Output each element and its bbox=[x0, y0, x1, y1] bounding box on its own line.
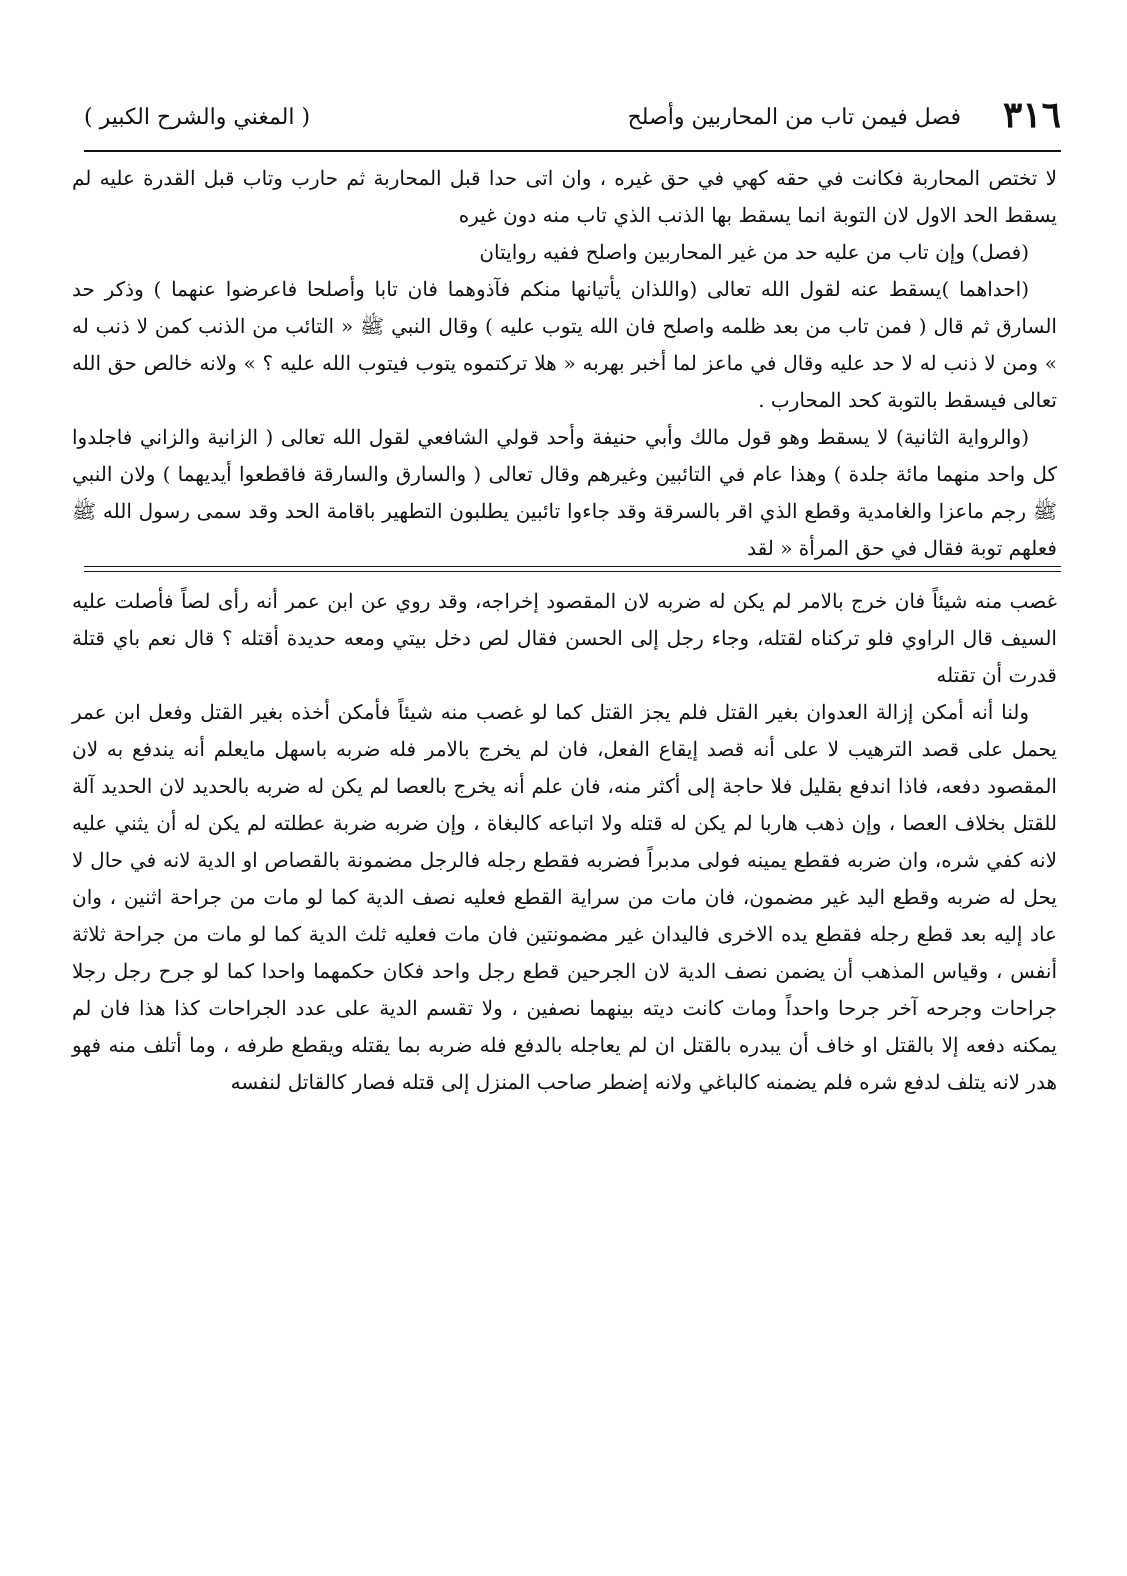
commentary-section bbox=[72, 583, 1057, 1101]
main-text-paragraph: لا تختص المحاربة فكانت في حقه كهي في حق غيره ، وان اتى حدا قبل المحاربة ثم حارب وتاب قبل القدرة عليه لم يسقط الحد الاول لان التوبة انما يسقط بها الذنب الذي تاب منه دون غيره bbox=[72, 166, 1057, 227]
commentary-paragraph: غصب منه شيئاً فان خرج بالامر لم يكن له ضربه لان المقصود إخراجه، وقد روي عن ابن عمر أنه رأى لصاً فأصلت عليه السيف قال الراوي فلو تركناه لقتله، وجاء رجل إلى الحسن فقال لص دخل بيتي ومعه حديدة أقتله ؟ قال نعم باي قتلة قدرت أن تقتله bbox=[72, 589, 1057, 687]
header-rule bbox=[84, 150, 1061, 152]
page-header bbox=[84, 95, 1061, 145]
main-text-paragraph: (احداهما )يسقط عنه لقول الله تعالى (واللذان يأتيانها منكم فآذوهما فان تابا وأصلحا فاعرضوا عنهما ) وذكر حد السارق ثم قال ( فمن تاب من بعد ظلمه واصلح فان الله يتوب عليه ) وقال النبي ﷺ « التائب من الذنب كمن لا ذنب له » ومن لا ذنب له لا حد عليه وقال في ماعز لما أخبر بهربه « هلا تركتموه يتوب فيتوب الله عليه ؟ » ولانه خالص حق الله تعالى فيسقط بالتوبة كحد المحارب . bbox=[72, 277, 1057, 412]
main-text-paragraph: (والرواية الثانية) لا يسقط وهو قول مالك وأبي حنيفة وأحد قولي الشافعي لقول الله تعالى ( الزانية والزاني فاجلدوا كل واحد منهما مائة جلدة ) وهذا عام في التائبين وغيرهم وقال تعالى ( والسارق والسارقة فاقطعوا أيديهما ) ولان النبي ﷺ رجم ماعزا والغامدية وقطع الذي اقر بالسرقة وقد جاءوا تائبين يطلبون التطهير باقامة الحد وقد سمى رسول الله ﷺ فعلهم توبة فقال في حق المرأة « لقد bbox=[72, 425, 1057, 560]
main-text-section bbox=[72, 160, 1057, 567]
page-number: ٣١٦ bbox=[1002, 94, 1061, 136]
commentary-paragraph: ولنا أنه أمكن إزالة العدوان بغير القتل فلم يجز القتل كما لو غصب منه شيئاً فأمكن أخذه بغير القتل وفعل ابن عمر يحمل على قصد الترهيب لا على أنه قصد إيقاع الفعل، فان لم يخرج بالامر فله ضربه باسهل مايعلم أنه يندفع به لان المقصود دفعه، فاذا اندفع بقليل فلا حاجة إلى أكثر منه، فان علم أنه يخرج بالعصا لم يكن له ضربه بالحديد لان الحديد آلة للقتل بخلاف العصا ، وإن ذهب هاربا لم يكن له قتله ولا اتباعه كالبغاة ، وإن ضربه ضربة عطلته لم يكن له أن يثني عليه لانه كفي شره، وان ضربه فقطع يمينه فولى مدبراً فضربه فقطع رجله فالرجل مضمونة بالقصاص او الدية لانه في حال لا يحل له ضربه وقطع اليد غير مضمون، فان مات من سراية القطع فعليه نصف الدية كما لو مات من جراحة اثنين ، وان عاد إليه بعد قطع رجله فقطع يده الاخرى فاليدان غير مضمونتين فان مات فعليه ثلث الدية كما لو مات من جراحة ثلاثة أنفس ، وقياس المذهب أن يضمن نصف الدية لان الجرحين قطع رجل واحد فكان حكمهما واحدا كما لو جرح رجل رجلا جراحات وجرحه آخر جرحا واحداً ومات كانت ديته بينهما نصفين ، ولا تقسم الدية على عدد الجراحات كذا هذا فان لم يمكنه دفعه إلا بالقتل او خاف أن يبدره بالقتل ان لم يعاجله بالدفع فله ضربه بما يقتله ويقطع طرفه ، وما أتلف منه فهو هدر لانه يتلف لدفع شره فلم يضمنه كالباغي ولانه إضطر صاحب المنزل إلى قتله فصار كالقاتل لنفسه bbox=[72, 700, 1057, 1094]
chapter-heading-paragraph: (فصل) وإن تاب من عليه حد من غير المحاربين واصلح ففيه روايتان bbox=[479, 240, 1029, 264]
section-divider bbox=[84, 566, 1061, 572]
section-title: فصل فيمن تاب من المحاربين وأصلح bbox=[627, 105, 961, 130]
book-title: ( المغني والشرح الكبير ) bbox=[84, 105, 311, 130]
